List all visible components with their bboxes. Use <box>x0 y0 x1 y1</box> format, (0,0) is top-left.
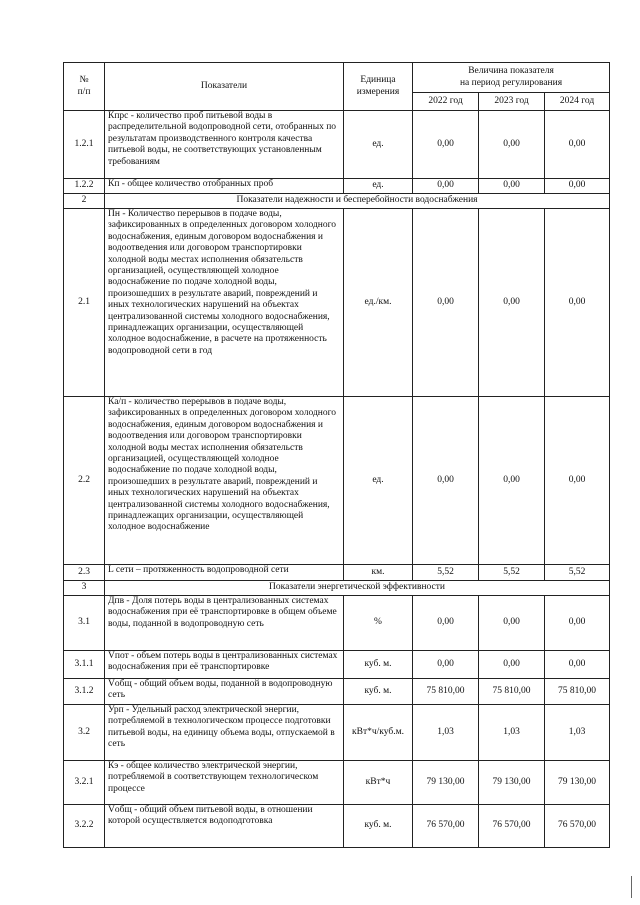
header-num: № п/п <box>64 63 105 111</box>
row-num: 3.1.1 <box>64 651 105 679</box>
row-unit: км. <box>344 565 413 581</box>
row-value-2024: 79 130,00 <box>545 761 610 805</box>
row-num: 3.2 <box>64 705 105 761</box>
row-text: Vобщ - общий объем питьевой воды, в отношении которой осуществляется водоподготовка <box>105 805 344 848</box>
row-value-2023: 0,00 <box>479 651 545 679</box>
table-row <box>64 209 610 397</box>
row-value-2023: 75 810,00 <box>479 679 545 705</box>
row-value-2024: 0,00 <box>545 651 610 679</box>
row-unit: ед. <box>344 179 413 194</box>
row-text: Урп - Удельный расход электрической энергии, потребляемой в технологическом процессе подготовки питьевой воды, на единицу объема воды, отпускаемой в сеть <box>105 705 344 761</box>
section-row <box>64 581 610 596</box>
row-num: 2.3 <box>64 565 105 581</box>
row-num: 1.2.2 <box>64 179 105 194</box>
header-unit: Единица измерения <box>344 63 413 111</box>
row-value-2022: 0,00 <box>413 651 479 679</box>
table-row <box>64 651 610 679</box>
row-value-2024: 1,03 <box>545 705 610 761</box>
row-value-2022: 0,00 <box>413 179 479 194</box>
row-value-2022: 1,03 <box>413 705 479 761</box>
row-value-2022: 0,00 <box>413 209 479 397</box>
row-text: Ка/п - количество перерывов в подаче воды, зафиксированных в определенных договором холодного водоснабжения, единым договором водоснабжения и водоотведения или договором транспортировки холодной воды местах исполнения обязательств организацией, осуществляющей холодное водоснабжение по подаче холодной воды, произошедших в результате аварий, повреждений и иных технологических нарушений на объектах централизованной системы холодного водоснабжения, принадлежащих организации, осуществляющей холодное водоснабжение <box>105 397 344 565</box>
row-unit: ед. <box>344 111 413 179</box>
row-unit: куб. м. <box>344 805 413 848</box>
table-row <box>64 397 610 565</box>
header-year-2024: 2024 год <box>545 93 610 111</box>
row-num: 2.1 <box>64 209 105 397</box>
row-num: 2.2 <box>64 397 105 565</box>
section-num: 3 <box>64 581 105 596</box>
row-value-2022: 76 570,00 <box>413 805 479 848</box>
row-num: 3.2.2 <box>64 805 105 848</box>
row-value-2022: 0,00 <box>413 111 479 179</box>
header-year-2022: 2022 год <box>413 93 479 111</box>
row-value-2022: 0,00 <box>413 397 479 565</box>
row-value-2023: 76 570,00 <box>479 805 545 848</box>
row-value-2023: 0,00 <box>479 397 545 565</box>
row-text: L сети – протяженность водопроводной сети <box>105 565 344 581</box>
row-value-2023: 0,00 <box>479 209 545 397</box>
row-num: 1.2.1 <box>64 111 105 179</box>
header-indicators: Показатели <box>105 63 344 111</box>
table-row <box>64 596 610 651</box>
section-row <box>64 194 610 209</box>
row-value-2022: 0,00 <box>413 596 479 651</box>
row-value-2023: 5,52 <box>479 565 545 581</box>
row-value-2022: 75 810,00 <box>413 679 479 705</box>
row-text: Пн - Количество перерывов в подаче воды, зафиксированных в определенных договором холодного водоснабжения, единым договором водоснабжения и водоотведения или договором транспортировки холодной воды местах исполнения обязательств организацией, осуществляющей холодное водоснабжение по подаче холодной воды, произошедших в результате аварий, повреждений и иных технологических нарушений на объектах централизованной системы холодного водоснабжения, принадлежащих организации, осуществляющей холодное водоснабжение, в расчете на протяженность водопроводной сети в год <box>105 209 344 397</box>
row-num: 3.1 <box>64 596 105 651</box>
row-unit: куб. м. <box>344 679 413 705</box>
row-unit: ед./км. <box>344 209 413 397</box>
row-value-2023: 0,00 <box>479 179 545 194</box>
row-unit: % <box>344 596 413 651</box>
row-num: 3.2.1 <box>64 761 105 805</box>
row-unit: кВт*ч/куб.м. <box>344 705 413 761</box>
row-unit: кВт*ч <box>344 761 413 805</box>
row-value-2024: 0,00 <box>545 209 610 397</box>
row-unit: ед. <box>344 397 413 565</box>
table-row <box>64 805 610 848</box>
row-text: Кэ - общее количество электрической энергии, потребляемой в соответствующем технологическом процессе <box>105 761 344 805</box>
table-row <box>64 705 610 761</box>
row-value-2022: 5,52 <box>413 565 479 581</box>
row-value-2023: 0,00 <box>479 596 545 651</box>
table-row <box>64 761 610 805</box>
section-num: 2 <box>64 194 105 209</box>
indicators-table <box>63 62 610 848</box>
section-title: Показатели надежности и бесперебойности водоснабжения <box>105 194 610 209</box>
row-text: Vпот - объем потерь воды в централизованных системах водоснабжения при её транспортировке <box>105 651 344 679</box>
row-value-2023: 79 130,00 <box>479 761 545 805</box>
row-value-2024: 0,00 <box>545 179 610 194</box>
row-value-2023: 1,03 <box>479 705 545 761</box>
row-value-2023: 0,00 <box>479 111 545 179</box>
row-value-2024: 5,52 <box>545 565 610 581</box>
header-year-2023: 2023 год <box>479 93 545 111</box>
table-row <box>64 111 610 179</box>
row-value-2024: 0,00 <box>545 111 610 179</box>
row-value-2024: 76 570,00 <box>545 805 610 848</box>
header-value-group: Величина показателя на период регулирования <box>413 63 610 93</box>
row-text: Vобщ - общий объем воды, поданной в водопроводную сеть <box>105 679 344 705</box>
row-text: Кп - общее количество отобранных проб <box>105 179 344 194</box>
table-row <box>64 179 610 194</box>
row-text: Дпв - Доля потерь воды в централизованных системах водоснабжения при её транспортировке в общем объеме воды, поданной в водопроводную сеть <box>105 596 344 651</box>
row-num: 3.1.2 <box>64 679 105 705</box>
row-unit: куб. м. <box>344 651 413 679</box>
row-value-2022: 79 130,00 <box>413 761 479 805</box>
row-value-2024: 0,00 <box>545 596 610 651</box>
row-value-2024: 75 810,00 <box>545 679 610 705</box>
scan-mark <box>631 876 632 898</box>
section-title: Показатели энергетической эффективности <box>105 581 610 596</box>
row-value-2024: 0,00 <box>545 397 610 565</box>
table-row <box>64 565 610 581</box>
row-text: Кпрс - количество проб питьевой воды в распределительной водопроводной сети, отобранных по результатам производственного контроля качества питьевой воды, не соответствующих установленным требованиям <box>105 111 344 179</box>
table-row <box>64 679 610 705</box>
